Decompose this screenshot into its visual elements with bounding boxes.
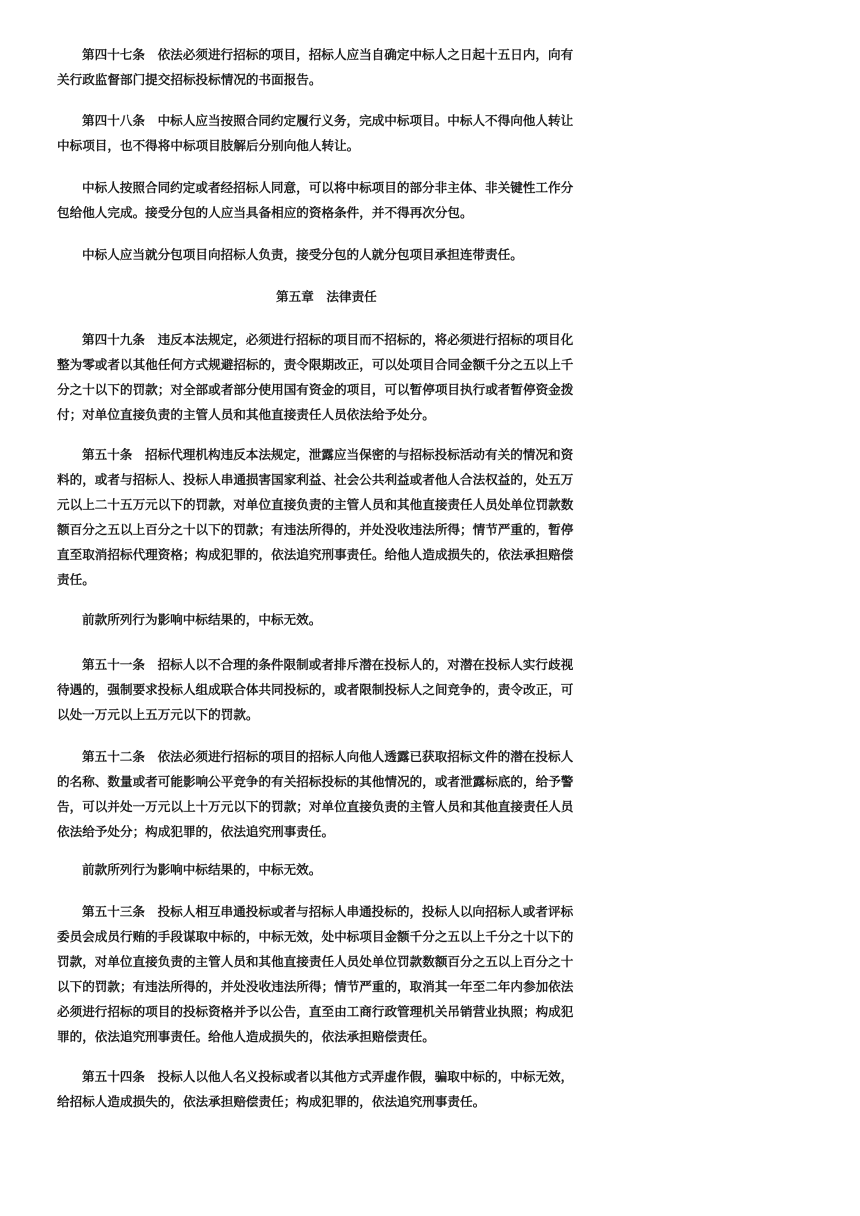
paragraph-line: 关行政监督部门提交招标投标情况的书面报告。 [57,72,322,87]
paragraph [57,42,574,92]
paragraph-line: 待遇的，强制要求投标人组成联合体共同投标的，或者限制投标人之间竞争的，责令改正，可 [57,682,574,697]
paragraph-line: 的名称、数量或者可能影响公平竞争的有关招标投标的其他情况的，或者泄露标底的，给予警 [57,774,574,789]
paragraph-line: 整为零或者以其他任何方式规避招标的，责令限期改正，可以处项目合同金额千分之五以上千 [57,357,574,372]
paragraph-line: 第五十一条 招标人以不合理的条件限制或者排斥潜在投标人的，对潜在投标人实行歧视 [82,657,574,672]
paragraph-line: 责任。 [57,572,95,587]
paragraph-line: 付；对单位直接负责的主管人员和其他直接责任人员依法给予处分。 [57,407,435,422]
paragraph [57,242,567,267]
paragraph-line: 元以上二十五万元以下的罚款，对单位直接负责的主管人员和其他直接责任人员处单位罚款数 [57,497,574,512]
paragraph-line: 第五十二条 依法必须进行招标的项目的招标人向他人透露已获取招标文件的潜在投标人 [82,749,574,764]
paragraph-line: 第四十七条 依法必须进行招标的项目，招标人应当自确定中标人之日起十五日内，向有 [82,47,574,62]
paragraph-line: 包给他人完成。接受分包的人应当具备相应的资格条件，并不得再次分包。 [57,205,473,220]
paragraph [57,899,574,1049]
paragraph-line: 第四十八条 中标人应当按照合同约定履行义务，完成中标项目。中标人不得向他人转让 [82,113,574,128]
paragraph-line: 以处一万元以上五万元以下的罚款。 [57,707,259,722]
paragraph-line: 罪的，依法追究刑事责任。给他人造成损失的，依法承担赔偿责任。 [57,1029,435,1044]
paragraph-line: 分之十以下的罚款；对全部或者部分使用国有资金的项目，可以暂停项目执行或者暂停资金拨 [57,382,574,397]
paragraph-line: 给招标人造成损失的，依法承担赔偿责任；构成犯罪的，依法追究刑事责任。 [57,1094,486,1109]
paragraph-line: 必须进行招标的项目的投标资格并予以公告，直至由工商行政管理机关吊销营业执照；构成犯 [57,1004,574,1019]
paragraph-line: 第五十三条 投标人相互串通投标或者与招标人串通投标的，投标人以向招标人或者评标 [82,904,574,919]
paragraph-line: 告，可以并处一万元以上十万元以下的罚款；对单位直接负责的主管人员和其他直接责任人员 [57,799,574,814]
paragraph [57,327,574,427]
paragraph-line: 以下的罚款；有违法所得的，并处没收违法所得；情节严重的，取消其一年至二年内参加依法 [57,979,574,994]
paragraph-line: 第五十条 招标代理机构违反本法规定，泄露应当保密的与招标投标活动有关的情况和资 [82,447,574,462]
paragraph-line: 前款所列行为影响中标结果的，中标无效。 [82,612,322,627]
paragraph [57,442,574,592]
paragraph-line: 前款所列行为影响中标结果的，中标无效。 [82,862,322,877]
paragraph [57,607,567,632]
paragraph-line: 中标项目，也不得将中标项目肢解后分别向他人转让。 [57,138,360,153]
paragraph [57,652,574,727]
paragraph-line: 罚款，对单位直接负责的主管人员和其他直接责任人员处单位罚款数额百分之五以上百分之十 [57,954,574,969]
paragraph [57,857,567,882]
paragraph-line: 直至取消招标代理资格；构成犯罪的，依法追究刑事责任。给他人造成损失的，依法承担赔偿 [57,547,574,562]
paragraph [57,175,574,225]
paragraph-line: 第五十四条 投标人以他人名义投标或者以其他方式弄虚作假，骗取中标的，中标无效， [82,1069,574,1084]
paragraph-line: 第四十九条 违反本法规定，必须进行招标的项目而不招标的，将必须进行招标的项目化 [82,332,574,347]
paragraph-line: 中标人应当就分包项目向招标人负责，接受分包的人就分包项目承担连带责任。 [82,247,523,262]
paragraph [57,744,574,844]
paragraph [57,1064,574,1114]
paragraph-line: 额百分之五以上百分之十以下的罚款；有违法所得的，并处没收违法所得；情节严重的，暂停 [57,522,574,537]
paragraph-line: 料的，或者与招标人、投标人串通损害国家利益、社会公共利益或者他人合法权益的，处五万 [57,472,574,487]
chapter-heading: 第五章 法律责任 [276,289,377,304]
paragraph-line: 中标人按照合同约定或者经招标人同意，可以将中标项目的部分非主体、非关键性工作分 [82,180,574,195]
paragraph-line: 依法给予处分；构成犯罪的，依法追究刑事责任。 [57,824,335,839]
paragraph-line: 委员会成员行贿的手段谋取中标的，中标无效，处中标项目金额千分之五以上千分之十以下的 [57,929,574,944]
paragraph [57,108,574,158]
